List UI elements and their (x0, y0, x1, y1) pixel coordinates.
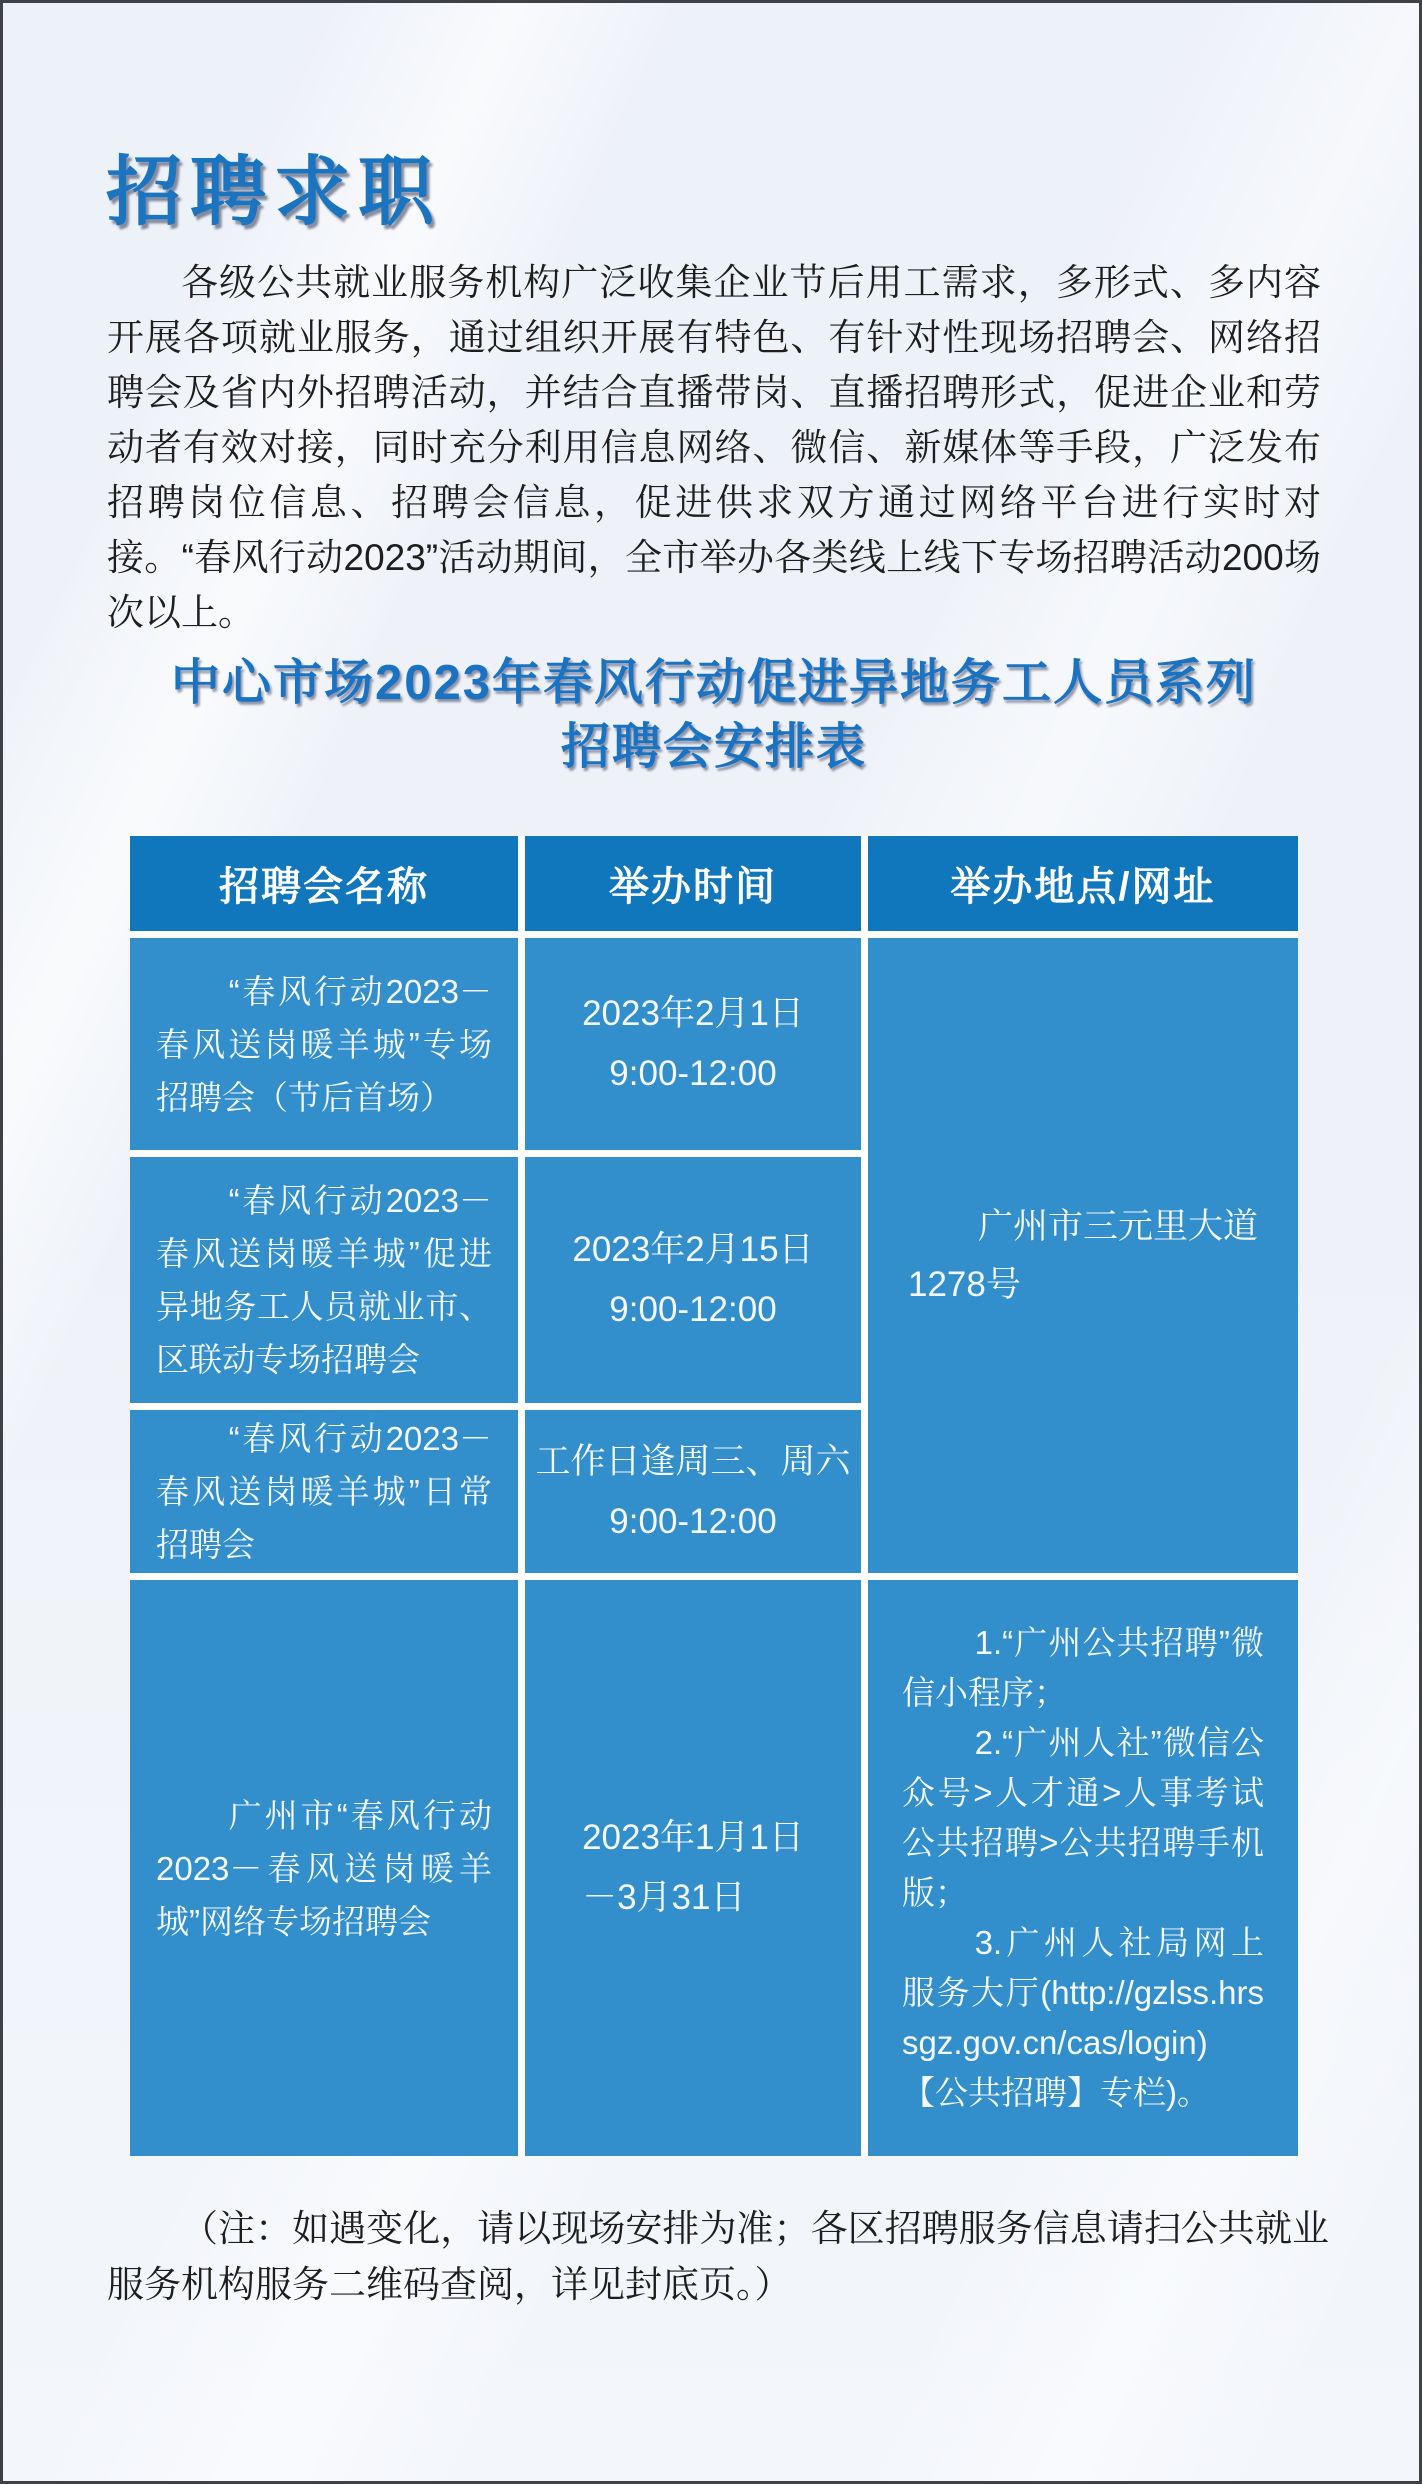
fair-name-cell-2 (130, 1157, 518, 1403)
fair-name-cell-3 (130, 1410, 518, 1573)
table-caption-line1: 中心市场2023年春风行动促进异地务工人员系列 (170, 656, 1257, 710)
footer-note: （注：如遇变化，请以现场安排为准；各区招聘服务信息请扫公共就业服务机构服务二维码查阅，详见封底页。） (107, 2208, 1329, 2305)
time-2-line2: 9:00-12:00 (609, 1290, 777, 1329)
venue-cell-rows-1-3 (868, 938, 1298, 1573)
time-cell-1 (525, 938, 861, 1150)
fair-name-4: 广州市“春风行动2023－春风送岗暖羊城”网络专场招聘会 (156, 1796, 492, 1940)
fair-name-3: “春风行动2023－春风送岗暖羊城”日常招聘会 (156, 1420, 492, 1563)
venue-item-3: 3.广州人社局网上服务大厅(http://gzlss.hrssgz.gov.cn/cas/login)【公共招聘】专栏)。 (902, 1924, 1264, 2111)
header-fair-name: 招聘会名称 (130, 836, 518, 931)
time-1-line2: 9:00-12:00 (609, 1054, 777, 1093)
time-4-line2: －3月31日 (582, 1878, 746, 1917)
header-venue: 举办地点/网址 (868, 836, 1298, 931)
fair-name-cell-4 (130, 1580, 518, 2156)
fair-name-cell-1 (130, 938, 518, 1150)
table-caption (73, 651, 1355, 779)
page-title: 招聘求职 (106, 150, 442, 235)
fair-name-1: “春风行动2023－春风送岗暖羊城”专场招聘会（节后首场） (156, 972, 492, 1116)
time-1-line1: 2023年2月1日 (582, 994, 804, 1033)
time-3-line2: 9:00-12:00 (609, 1501, 777, 1541)
time-cell-2 (525, 1157, 861, 1403)
time-cell-4 (525, 1580, 861, 2156)
schedule-table (130, 836, 1298, 2156)
venue-item-2: 2.“广州人社”微信公众号>人才通>人事考试公共招聘>公共招聘手机版； (902, 1724, 1264, 1911)
time-3-line1: 工作日逢周三、周六 (535, 1441, 851, 1481)
time-2-line1: 2023年2月15日 (572, 1230, 814, 1269)
table-caption-line2: 招聘会安排表 (560, 720, 867, 774)
intro-paragraph: 各级公共就业服务机构广泛收集企业节后用工需求，多形式、多内容开展各项就业服务，通过组织开展有特色、有针对性现场招聘会、网络招聘会及省内外招聘活动，并结合直播带岗、直播招聘形式，促进企业和劳动者有效对接，同时充分利用信息网络、微信、新媒体等手段，广泛发布招聘岗位信息、招聘会信息，促进供求双方通过网络平台进行实时对接。“春风行动2023”活动期间，全市举办各类线上线下专场招聘活动200场次以上。 (107, 262, 1321, 633)
venue-item-1: 1.“广州公共招聘”微信小程序； (902, 1624, 1264, 1711)
venue-cell-row-4 (868, 1580, 1298, 2156)
time-4-line1: 2023年1月1日 (582, 1818, 804, 1857)
fair-name-2: “春风行动2023－春风送岗暖羊城”促进异地务工人员就业市、区联动专场招聘会 (156, 1182, 492, 1378)
venue-address: 广州市三元里大道1278号 (908, 1206, 1259, 1304)
header-time: 举办时间 (525, 836, 861, 931)
time-cell-3 (525, 1410, 861, 1573)
